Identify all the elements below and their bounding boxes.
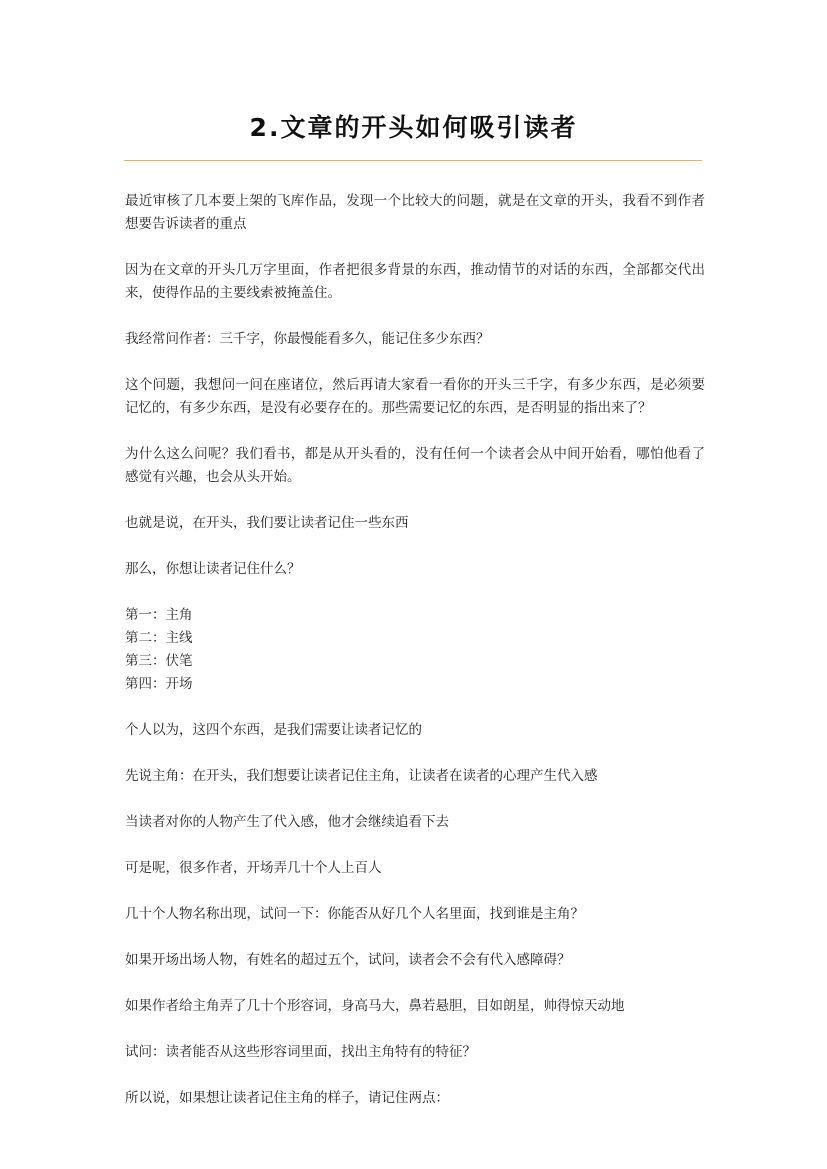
paragraph: 也就是说，在开头，我们要让读者记住一些东西 <box>125 515 409 531</box>
paragraph: 如果作者给主角弄了几十个形容词，身高马大，鼻若悬胆，目如朗星，帅得惊天动地 <box>125 998 625 1014</box>
paragraph: 如果开场出场人物，有姓名的超过五个，试问，读者会不会有代入感障碍？ <box>125 952 571 968</box>
list-item: 第二：主线 <box>125 630 193 646</box>
paragraph: 那么，你想让读者记住什么？ <box>125 561 301 577</box>
paragraph: 可是呢，很多作者，开场弄几十个人上百人 <box>125 860 382 876</box>
list-item: 第一：主角 <box>125 607 193 623</box>
list-item: 第四：开场 <box>125 676 193 692</box>
key-points-list <box>125 604 705 696</box>
paragraph: 个人以为，这四个东西，是我们需要让读者记忆的 <box>125 722 422 738</box>
paragraph: 先说主角：在开头，我们想要让读者记住主角，让读者在读者的心理产生代入感 <box>125 768 598 784</box>
paragraph: 所以说，如果想让读者记住主角的样子，请记住两点： <box>125 1090 449 1106</box>
paragraph: 几十个人物名称出现，试问一下：你能否从好几个人名里面，找到谁是主角？ <box>125 906 584 922</box>
paragraph: 为什么这么问呢？我们看书，都是从开头看的，没有任何一个读者会从中间开始看，哪怕他看了感觉有兴趣，也会从头开始。 <box>125 446 705 485</box>
paragraph: 这个问题，我想问一问在座诸位，然后再请大家看一看你的开头三千字，有多少东西，是必须要记忆的，有多少东西，是没有必要存在的。那些需要记忆的东西，是否明显的指出来了？ <box>125 377 705 416</box>
paragraph: 试问：读者能否从这些形容词里面，找出主角特有的特征？ <box>125 1044 476 1060</box>
paragraph: 当读者对你的人物产生了代入感，他才会继续追看下去 <box>125 814 449 830</box>
title-divider <box>124 160 702 161</box>
article-body <box>125 190 705 1133</box>
paragraph: 因为在文章的开头几万字里面，作者把很多背景的东西，推动情节的对话的东西，全部都交代出来，使得作品的主要线索被掩盖住。 <box>125 262 705 301</box>
paragraph: 最近审核了几本要上架的飞库作品，发现一个比较大的问题，就是在文章的开头，我看不到作者想要告诉读者的重点 <box>125 193 705 232</box>
page-title: 2.文章的开头如何吸引读者 <box>249 113 578 142</box>
paragraph: 我经常问作者：三千字，你最慢能看多久，能记住多少东西？ <box>125 331 490 347</box>
list-item: 第三：伏笔 <box>125 653 193 669</box>
